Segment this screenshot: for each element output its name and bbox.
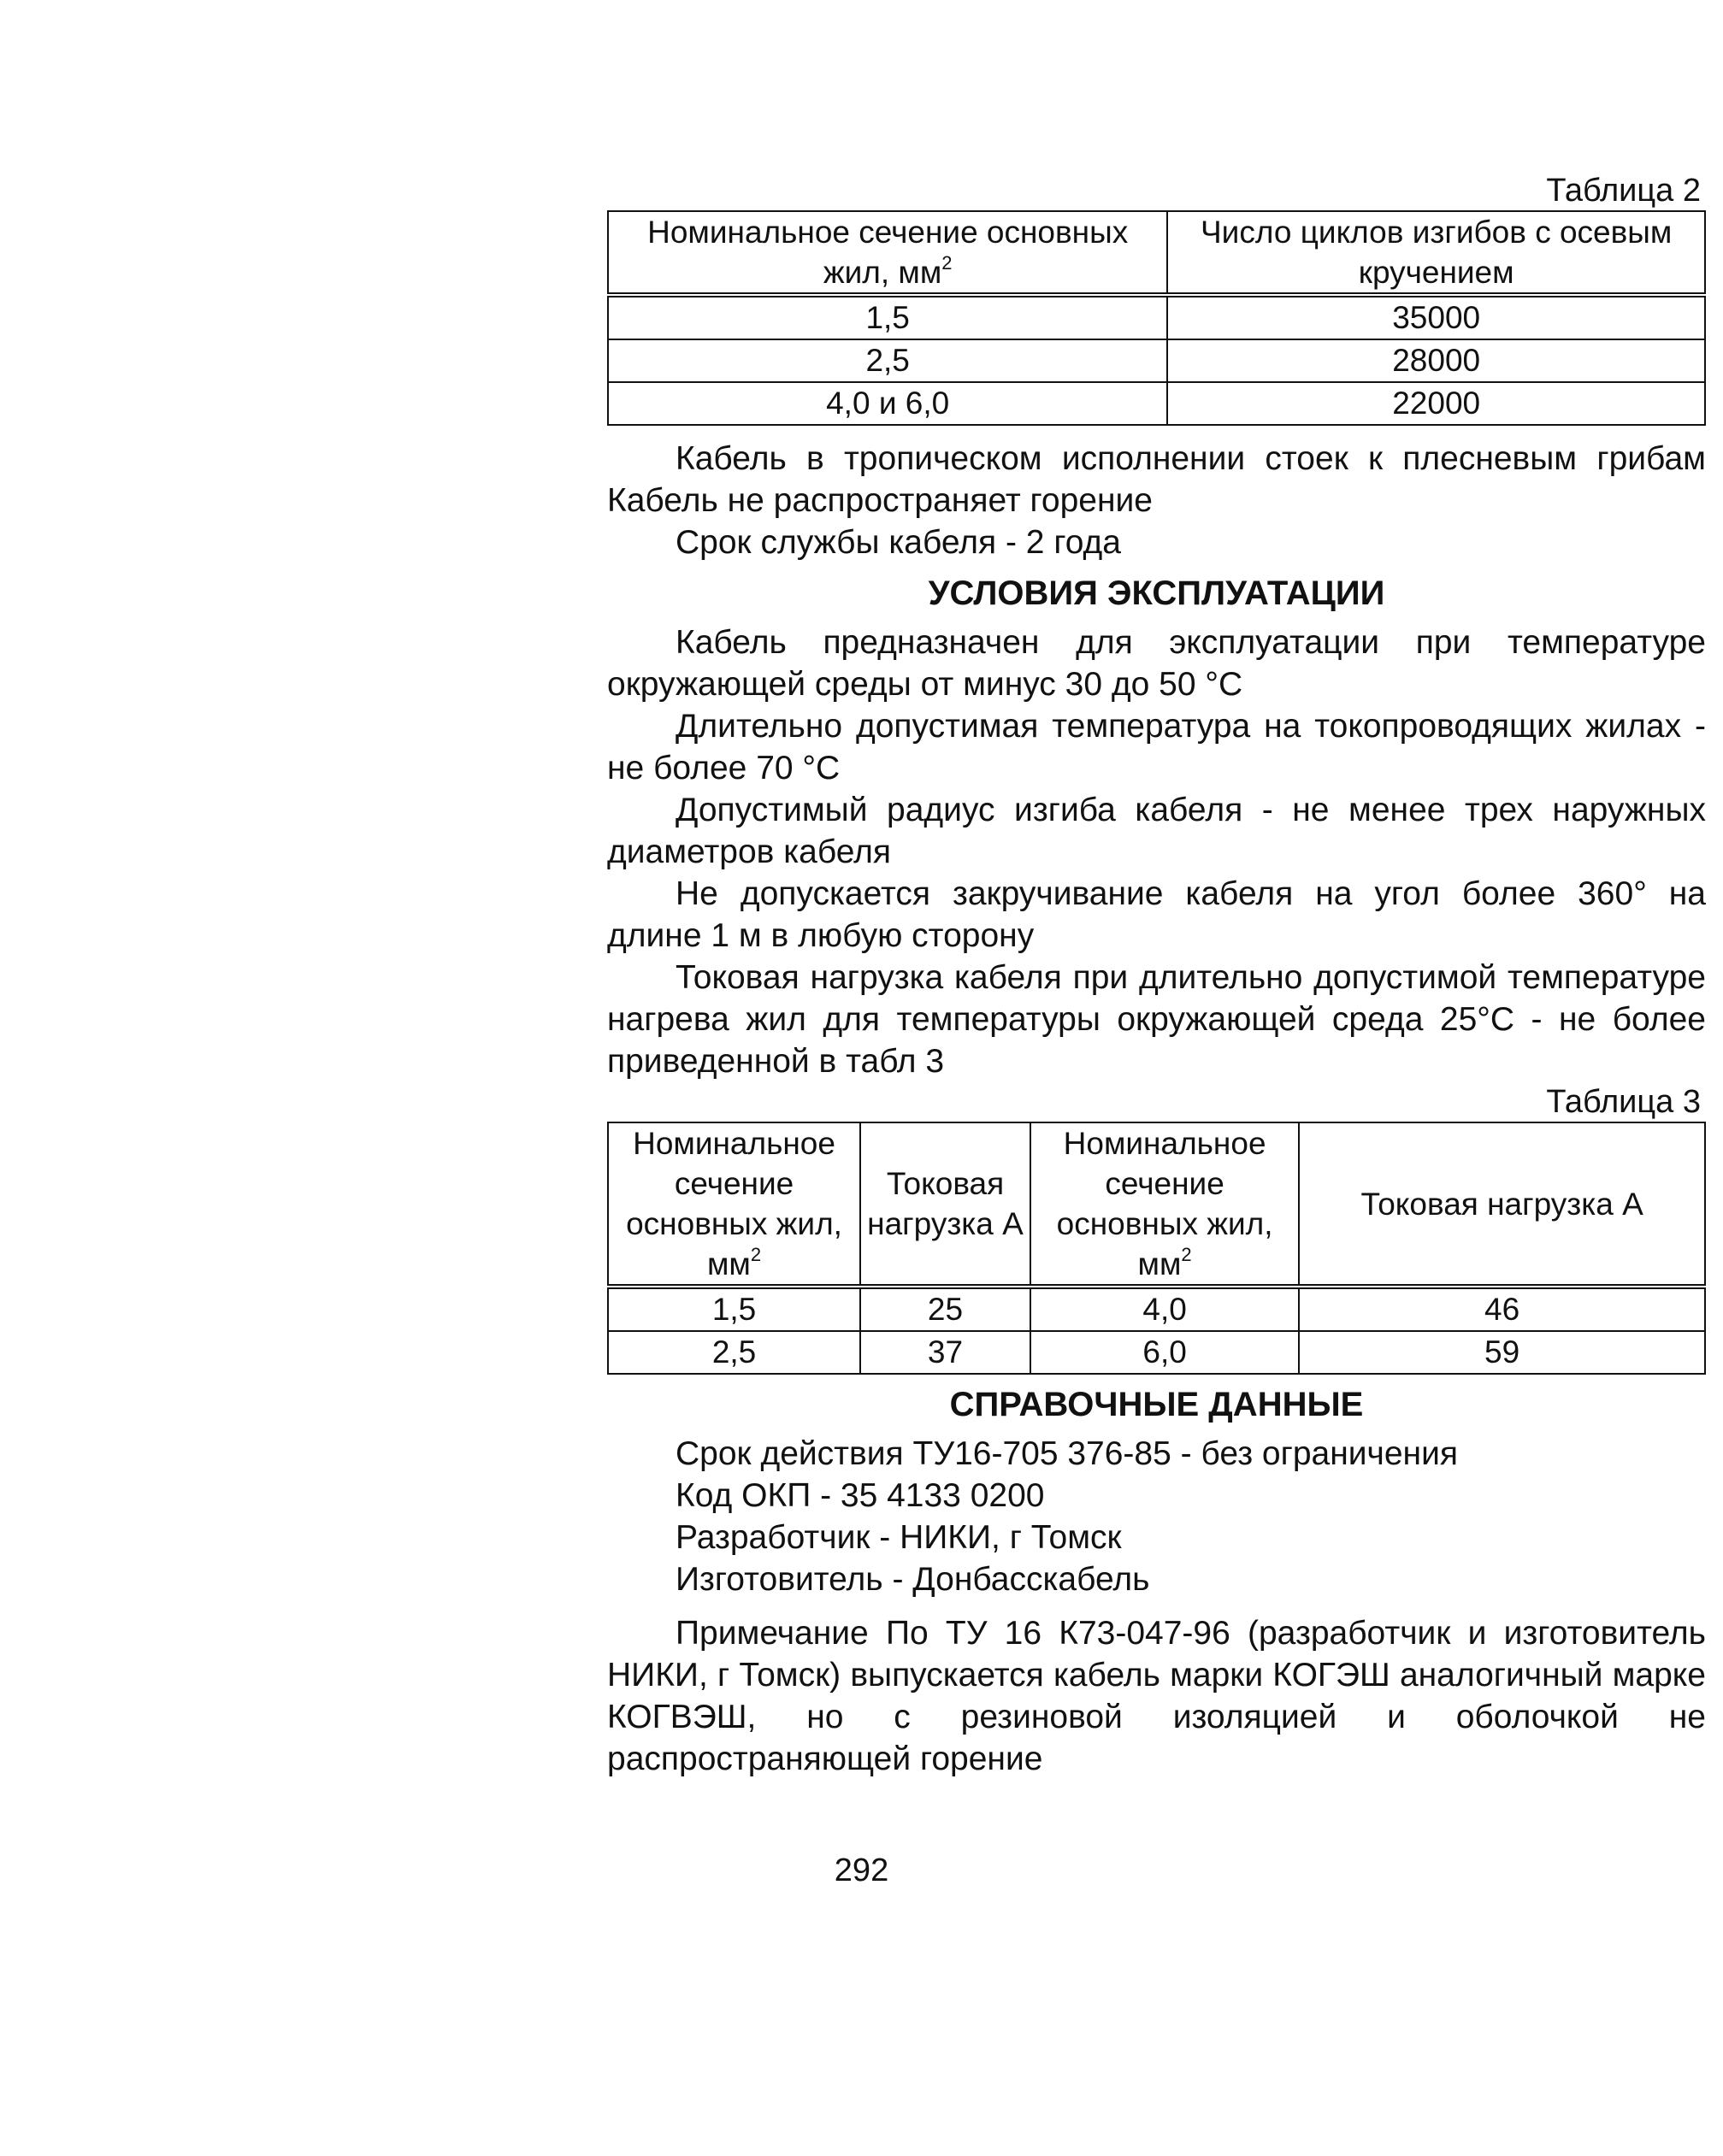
reference-line: Изготовитель - Донбасскабель xyxy=(676,1561,1150,1598)
table3-header-cell: Токовая нагрузка А xyxy=(1299,1122,1705,1287)
table-row xyxy=(608,1287,1705,1331)
table-cell: 4,0 и 6,0 xyxy=(608,382,1167,425)
paragraph: Кабель в тропическом исполнении стоек к плесневым грибам Кабель не распространяет горение xyxy=(607,440,1706,519)
table-cell: 25 xyxy=(860,1287,1030,1331)
table-cell: 59 xyxy=(1299,1331,1705,1374)
table3-header-row xyxy=(608,1122,1705,1287)
table-cell: 46 xyxy=(1299,1287,1705,1331)
paragraph: Токовая нагрузка кабеля при длительно допустимой температуре нагрева жил для температуры окружающей среда 25°С - не более приведенной в табл 3 xyxy=(607,959,1706,1080)
note-paragraph: Примечание По ТУ 16 К73-047-96 (разработчик и изготовитель НИКИ, г Томск) выпускается кабель марки КОГЭШ аналогичный марке КОГВЭШ, но с резиновой изоляцией и оболочкой не распространяющей горение xyxy=(607,1615,1706,1777)
table3-header-cell: Номинальное сечение основных жил, $мм^2$ xyxy=(608,1122,860,1287)
table3-caption: Таблица 3 xyxy=(1546,1084,1701,1120)
table-cell: 35000 xyxy=(1167,295,1705,339)
page-number: 292 xyxy=(834,1853,889,1888)
table2-header-row xyxy=(608,211,1705,295)
document-page xyxy=(607,171,1706,1780)
table-cell: 6,0 xyxy=(1030,1331,1299,1374)
table-row xyxy=(608,382,1705,425)
table-cell: 22000 xyxy=(1167,382,1705,425)
table-cell: 1,5 xyxy=(608,295,1167,339)
paragraph: Срок службы кабеля - 2 года xyxy=(676,524,1121,561)
table2 xyxy=(607,210,1706,426)
table-cell: 2,5 xyxy=(608,1331,860,1374)
reference-line: Код ОКП - 35 4133 0200 xyxy=(676,1477,1045,1514)
reference-line: Срок действия ТУ16-705 376-85 - без ограничения xyxy=(676,1435,1458,1472)
table3-header-cell: Номинальное сечение основных жил, $мм^2$ xyxy=(1030,1122,1299,1287)
table-cell: 1,5 xyxy=(608,1287,860,1331)
paragraph: Не допускается закручивание кабеля на угол более 360° на длине 1 м в любую сторону xyxy=(607,875,1706,954)
reference-block xyxy=(607,1433,1706,1600)
paragraph: Допустимый радиус изгиба кабеля - не менее трех наружных диаметров кабеля xyxy=(607,792,1706,870)
table-cell: 28000 xyxy=(1167,339,1705,382)
table-cell: 4,0 xyxy=(1030,1287,1299,1331)
table-row xyxy=(608,1331,1705,1374)
paragraph: Длительно допустимая температура на токопроводящих жилах - не более 70 °С xyxy=(607,708,1706,786)
section-heading: СПРАВОЧНЫЕ ДАННЫЕ xyxy=(949,1386,1364,1423)
reference-line: Разработчик - НИКИ, г Томск xyxy=(676,1519,1122,1556)
table2-caption: Таблица 2 xyxy=(1546,173,1701,209)
table-cell: 37 xyxy=(860,1331,1030,1374)
table-row xyxy=(608,295,1705,339)
table3 xyxy=(607,1122,1706,1375)
section-heading: УСЛОВИЯ ЭКСПЛУАТАЦИИ xyxy=(928,574,1385,612)
paragraph: Кабель предназначен для эксплуатации при температуре окружающей среды от минус 30 до 50 °С xyxy=(607,624,1706,703)
table2-header-cell: Число циклов изгибов с осевым кручением xyxy=(1167,211,1705,295)
table3-header-cell: Токовая нагрузка А xyxy=(860,1122,1030,1287)
table-row xyxy=(608,339,1705,382)
table-cell: 2,5 xyxy=(608,339,1167,382)
table2-header-cell: Номинальное сечение основных жил, $мм^2$ xyxy=(608,211,1167,295)
